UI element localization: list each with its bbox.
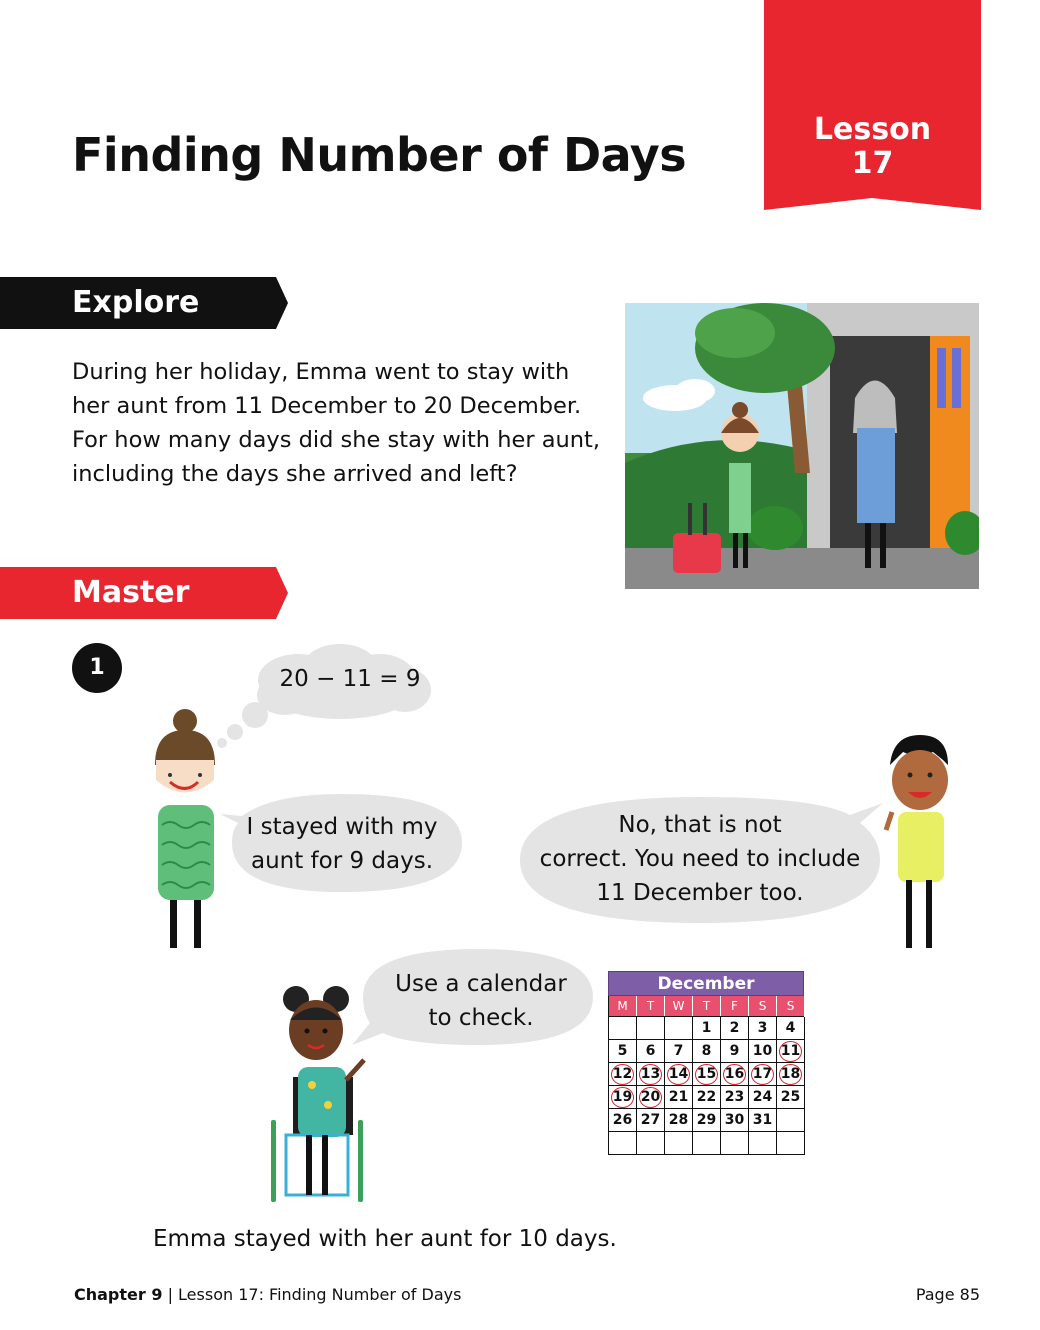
- calendar-date-cell: 24: [749, 1086, 777, 1109]
- calendar-date-cell: 3: [749, 1017, 777, 1040]
- calendar-date-cell: [637, 1132, 665, 1155]
- calendar-date-cell: 11: [777, 1040, 805, 1063]
- page-title: Finding Number of Days: [72, 128, 687, 182]
- boy-speech-line-2: correct. You need to include: [539, 846, 861, 872]
- calendar-date-cell: 26: [609, 1109, 637, 1132]
- footer-lesson: Lesson 17: Finding Number of Days: [178, 1285, 462, 1304]
- footer-page-number: Page 85: [915, 1285, 980, 1304]
- calendar-date-cell: 28: [665, 1109, 693, 1132]
- calendar-date-cell: 12: [609, 1063, 637, 1086]
- calendar-weekday: M: [609, 996, 637, 1016]
- question-number-badge: 1: [72, 643, 122, 693]
- calendar-date-cell: 7: [665, 1040, 693, 1063]
- calendar-date-cell: [665, 1017, 693, 1040]
- lesson-number: 17: [851, 146, 894, 181]
- calendar-date-cell: 23: [721, 1086, 749, 1109]
- wheelchair-girl-figure: [268, 985, 383, 1205]
- calendar-date-cell: 25: [777, 1086, 805, 1109]
- calendar-date-cell: [777, 1109, 805, 1132]
- calendar-date-cell: [637, 1017, 665, 1040]
- explore-problem-text: During her holiday, Emma went to stay with her aunt from 11 December to 20 December. For how many days did she stay with her aunt, including the days she arrived and left?: [72, 359, 601, 487]
- calendar-date-grid: [608, 1016, 804, 1155]
- calendar-date-cell: 4: [777, 1017, 805, 1040]
- emma-speech-line-1: I stayed with my: [246, 814, 438, 840]
- calendar-date-cell: 1: [693, 1017, 721, 1040]
- boy-figure: [878, 730, 958, 955]
- calendar-date-cell: 9: [721, 1040, 749, 1063]
- calendar-weekday: T: [637, 996, 665, 1016]
- calendar-date-cell: 19: [609, 1086, 637, 1109]
- calendar-date-cell: [609, 1017, 637, 1040]
- calendar-date-cell: 10: [749, 1040, 777, 1063]
- explore-heading: Explore: [72, 285, 200, 320]
- calendar-date-cell: [665, 1132, 693, 1155]
- calendar-date-cell: 2: [721, 1017, 749, 1040]
- december-calendar: [608, 971, 804, 1155]
- calendar-weekday: S: [749, 996, 777, 1016]
- calendar-date-cell: 17: [749, 1063, 777, 1086]
- calendar-date-cell: 30: [721, 1109, 749, 1132]
- calendar-date-cell: [777, 1132, 805, 1155]
- lesson-ribbon: [764, 0, 981, 210]
- calendar-weekday: F: [721, 996, 749, 1016]
- calendar-date-cell: 8: [693, 1040, 721, 1063]
- footer-chapter-lesson: [74, 1285, 461, 1304]
- calendar-date-cell: 21: [665, 1086, 693, 1109]
- calendar-date-cell: [749, 1132, 777, 1155]
- footer-chapter: Chapter 9: [74, 1285, 163, 1304]
- answer-statement: Emma stayed with her aunt for 10 days.: [153, 1226, 617, 1252]
- calendar-weekday: W: [665, 996, 693, 1016]
- calendar-weekday: T: [693, 996, 721, 1016]
- calendar-date-cell: 5: [609, 1040, 637, 1063]
- calendar-date-cell: 15: [693, 1063, 721, 1086]
- calendar-date-cell: [721, 1132, 749, 1155]
- footer-separator: |: [162, 1285, 179, 1304]
- calendar-date-cell: 18: [777, 1063, 805, 1086]
- calendar-date-cell: 31: [749, 1109, 777, 1132]
- calendar-weekday-row: [608, 996, 804, 1016]
- calendar-date-cell: 29: [693, 1109, 721, 1132]
- wheelchair-speech-line-1: Use a calendar: [395, 971, 567, 997]
- calendar-date-cell: 27: [637, 1109, 665, 1132]
- calendar-date-cell: 14: [665, 1063, 693, 1086]
- lesson-label: Lesson: [813, 112, 932, 147]
- calendar-weekday: S: [777, 996, 805, 1016]
- calendar-date-cell: 6: [637, 1040, 665, 1063]
- calendar-date-cell: 22: [693, 1086, 721, 1109]
- wheelchair-speech-line-2: to check.: [428, 1005, 534, 1031]
- calendar-date-cell: [693, 1132, 721, 1155]
- boy-speech-line-3: 11 December too.: [596, 880, 804, 906]
- emma-arrives-illustration: [625, 303, 979, 589]
- calendar-date-cell: 16: [721, 1063, 749, 1086]
- calendar-date-cell: 20: [637, 1086, 665, 1109]
- calendar-month: December: [608, 971, 804, 996]
- calendar-date-cell: 13: [637, 1063, 665, 1086]
- thought-equation: 20 − 11 = 9: [279, 666, 421, 692]
- master-banner: [0, 567, 290, 619]
- emma-speech-line-2: aunt for 9 days.: [250, 848, 434, 874]
- master-heading: Master: [72, 575, 190, 610]
- calendar-date-cell: [609, 1132, 637, 1155]
- boy-speech-line-1: No, that is not: [618, 812, 782, 838]
- explore-banner: [0, 277, 290, 329]
